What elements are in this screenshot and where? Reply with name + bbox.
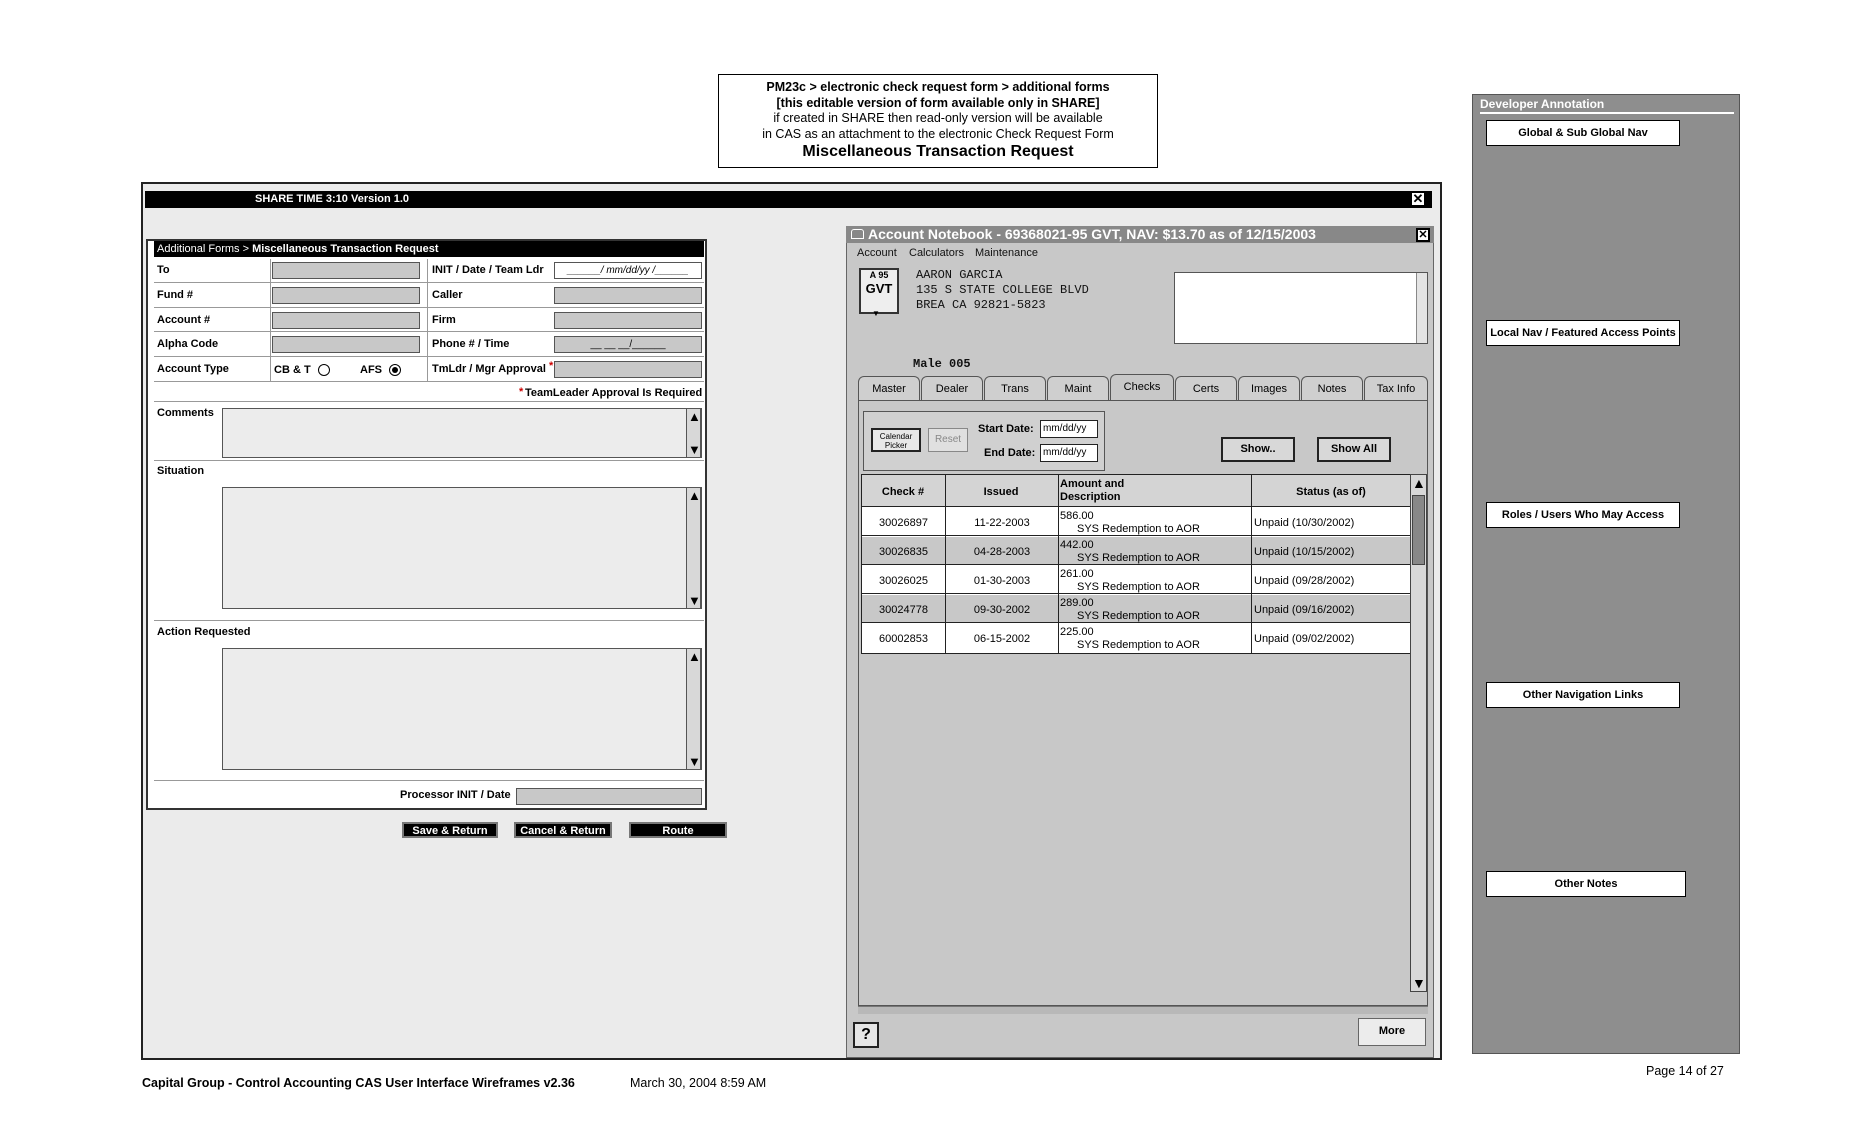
caller-field[interactable] — [554, 287, 702, 304]
page-number: Page 14 of 27 — [1646, 1064, 1724, 1078]
menu-calculators[interactable]: Calculators — [909, 247, 965, 259]
issued-cell: 11-22-2003 — [974, 517, 1030, 529]
account-address-2: BREA CA 92821-5823 — [916, 298, 1046, 312]
phone-time-field[interactable]: __ __ __/______ — [554, 336, 702, 353]
developer-annotation-title: Developer Annotation — [1480, 96, 1734, 114]
form-breadcrumb-current: Miscellaneous Transaction Request — [252, 243, 439, 255]
phone-time-label: Phone # / Time — [432, 338, 510, 350]
fund-label: Fund # — [157, 289, 194, 301]
route-button[interactable]: Route — [629, 822, 727, 838]
situation-scrollbar[interactable] — [686, 487, 701, 609]
processor-label: Processor INIT / Date — [400, 789, 511, 801]
other-nav-links-note: Other Navigation Links — [1486, 682, 1680, 708]
end-date-label: End Date: — [984, 447, 1036, 459]
fund-icon-code: GVT — [865, 281, 893, 296]
scroll-down-icon[interactable]: ▼ — [688, 442, 701, 457]
notes-textbox[interactable] — [1174, 272, 1428, 344]
status-cell: Unpaid (09/02/2002) — [1254, 633, 1355, 645]
menu-account[interactable]: Account — [857, 247, 897, 259]
divider — [154, 460, 704, 461]
scroll-down-icon[interactable]: ▼ — [688, 754, 701, 769]
calendar-picker-button[interactable]: Calendar Picker — [871, 428, 921, 452]
divider — [427, 259, 428, 381]
start-date-label: Start Date: — [978, 423, 1034, 435]
help-icon[interactable]: ? — [853, 1022, 879, 1048]
cancel-return-button[interactable]: Cancel & Return — [514, 822, 612, 838]
header-note-2: if created in SHARE then read-only version will be available — [773, 111, 1103, 125]
required-asterisk: * — [549, 360, 554, 372]
issued-cell: 06-15-2002 — [973, 633, 1031, 645]
check-number-cell: 30026897 — [879, 517, 928, 529]
account-address-1: 135 S STATE COLLEGE BLVD — [916, 283, 1089, 297]
more-button[interactable]: More — [1358, 1018, 1426, 1046]
divider — [154, 401, 704, 402]
tab-maint[interactable]: Maint — [1047, 376, 1109, 400]
tab-checks[interactable]: Checks — [1110, 374, 1174, 400]
divider — [154, 331, 704, 332]
amount-cell: 586.00 — [1060, 510, 1094, 522]
scroll-up-icon[interactable]: ▲ — [688, 488, 701, 503]
processor-field[interactable] — [516, 788, 702, 805]
comments-scrollbar[interactable] — [686, 408, 701, 458]
issued-cell: 01-30-2003 — [973, 575, 1031, 587]
tab-master[interactable]: Master — [858, 376, 920, 400]
situation-label: Situation — [157, 465, 205, 477]
approval-asterisk: * — [519, 386, 524, 398]
scroll-down-icon[interactable]: ▼ — [688, 593, 701, 608]
divider — [1058, 508, 1059, 654]
notes-scrollbar[interactable] — [1416, 273, 1427, 343]
scroll-up-icon[interactable]: ▲ — [688, 649, 701, 664]
notebook-title: Account Notebook - 69368021-95 GVT, NAV: $13.70 as of 12/15/2003 — [868, 226, 1316, 242]
scrollbar-thumb[interactable] — [1412, 495, 1425, 565]
developer-annotation-panel — [1472, 94, 1740, 1054]
footer-date: March 30, 2004 8:59 AM — [630, 1076, 767, 1090]
radio-afs[interactable] — [389, 364, 401, 376]
divider — [154, 307, 704, 308]
divider — [154, 381, 704, 382]
notebook-titlebar — [846, 226, 1434, 243]
issued-cell: 04-28-2003 — [973, 546, 1031, 558]
divider — [1251, 508, 1252, 654]
radio-cbt[interactable] — [318, 364, 330, 376]
alpha-code-label: Alpha Code — [157, 338, 219, 350]
footer-title: Capital Group - Control Accounting CAS User Interface Wireframes v2.36 — [142, 1076, 575, 1090]
header-note: [this editable version of form available only in SHARE] — [776, 95, 1100, 110]
divider — [154, 780, 704, 781]
divider — [270, 259, 271, 381]
situation-textarea[interactable] — [222, 487, 702, 609]
other-notes: Other Notes — [1486, 871, 1686, 897]
window-titlebar — [145, 191, 1432, 208]
status-cell: Unpaid (10/15/2002) — [1254, 546, 1355, 558]
to-label: To — [157, 264, 170, 276]
description-cell: SYS Redemption to AOR — [1077, 639, 1200, 651]
tab-tax-info[interactable]: Tax Info — [1364, 376, 1428, 400]
check-number-cell: 30026025 — [879, 575, 928, 587]
reset-button[interactable]: Reset — [928, 428, 968, 452]
fund-icon-top: A 95 — [869, 270, 889, 280]
amount-cell: 442.00 — [1060, 539, 1094, 551]
divider — [154, 356, 704, 357]
status-cell: Unpaid (09/16/2002) — [1254, 604, 1355, 616]
action-scrollbar[interactable] — [686, 648, 701, 770]
approval-label: TmLdr / Mgr Approval — [432, 363, 546, 375]
fund-icon — [859, 268, 899, 314]
tab-dealer[interactable]: Dealer — [921, 376, 983, 400]
comments-label: Comments — [157, 407, 214, 419]
header-breadcrumb: PM23c > electronic check request form > additional forms — [766, 80, 1110, 94]
action-requested-textarea[interactable] — [222, 648, 702, 770]
chevron-down-icon[interactable]: ▼ — [872, 309, 880, 318]
amount-cell: 225.00 — [1060, 626, 1094, 638]
approval-note: TeamLeader Approval Is Required — [525, 387, 703, 399]
col-check-number: Check # — [881, 486, 925, 498]
account-gender-age: Male 005 — [913, 357, 971, 371]
save-return-button[interactable]: Save & Return — [402, 822, 498, 838]
divider — [154, 620, 704, 621]
menu-maintenance[interactable]: Maintenance — [975, 247, 1038, 259]
divider — [858, 1006, 1428, 1014]
window-close-icon[interactable]: ✕ — [1410, 191, 1426, 207]
alpha-code-field[interactable] — [272, 336, 420, 353]
divider — [154, 282, 704, 283]
col-status: Status (as of) — [1296, 486, 1366, 498]
header-note-3: in CAS as an attachment to the electronic Check Request Form — [762, 126, 1114, 141]
comments-textarea[interactable] — [222, 408, 702, 458]
scroll-down-icon[interactable]: ▼ — [1412, 975, 1426, 991]
account-field[interactable] — [272, 312, 420, 329]
account-label: Account # — [157, 314, 211, 326]
init-date-label: INIT / Date / Team Ldr — [432, 264, 544, 276]
radio-cbt-label: CB & T — [274, 364, 311, 376]
show-all-button[interactable]: Show All — [1317, 437, 1391, 462]
notebook-icon — [851, 229, 864, 239]
end-date-input[interactable]: mm/dd/yy — [1040, 444, 1098, 462]
start-date-input[interactable]: mm/dd/yy — [1040, 420, 1098, 438]
issued-cell: 09-30-2002 — [973, 604, 1031, 616]
global-nav-note: Global & Sub Global Nav — [1486, 120, 1680, 146]
description-cell: SYS Redemption to AOR — [1077, 552, 1200, 564]
action-requested-label: Action Requested — [157, 626, 251, 638]
window-title: SHARE TIME 3:10 Version 1.0 — [255, 193, 410, 205]
firm-label: Firm — [432, 314, 456, 326]
description-cell: SYS Redemption to AOR — [1077, 523, 1200, 535]
form-breadcrumb — [154, 241, 704, 257]
approval-field[interactable] — [554, 361, 702, 378]
tab-certs[interactable]: Certs — [1175, 376, 1237, 400]
roles-users-note: Roles / Users Who May Access — [1486, 502, 1680, 528]
tab-notes[interactable]: Notes — [1301, 376, 1363, 400]
page-title: Miscellaneous Transaction Request — [802, 143, 1074, 160]
notebook-close-icon[interactable]: ✕ — [1416, 228, 1430, 242]
amount-cell: 289.00 — [1060, 597, 1094, 609]
form-breadcrumb-prefix: Additional Forms > — [157, 243, 253, 255]
page-header-box — [718, 74, 1158, 168]
fund-field[interactable] — [272, 287, 420, 304]
scroll-up-icon[interactable]: ▲ — [688, 409, 701, 424]
account-type-label: Account Type — [157, 363, 229, 375]
col-issued: Issued — [983, 486, 1019, 498]
to-field[interactable] — [272, 262, 420, 279]
status-cell: Unpaid (09/28/2002) — [1254, 575, 1355, 587]
account-holder-name: AARON GARCIA — [916, 268, 1003, 282]
tab-trans[interactable]: Trans — [984, 376, 1046, 400]
check-number-cell: 30026835 — [879, 546, 928, 558]
amount-cell: 261.00 — [1060, 568, 1094, 580]
tab-images[interactable]: Images — [1238, 376, 1300, 400]
check-number-cell: 60002853 — [879, 633, 928, 645]
description-cell: SYS Redemption to AOR — [1077, 581, 1200, 593]
description-cell: SYS Redemption to AOR — [1077, 610, 1200, 622]
init-date-field[interactable]: ______/ mm/dd/yy /______ — [554, 262, 702, 279]
table-scrollbar[interactable] — [1410, 474, 1427, 992]
status-cell: Unpaid (10/30/2002) — [1254, 517, 1355, 529]
check-number-cell: 30024778 — [879, 604, 928, 616]
radio-afs-label: AFS — [360, 364, 382, 376]
col-amount-description: Amount and Description — [1060, 478, 1125, 503]
local-nav-note: Local Nav / Featured Access Points — [1486, 320, 1680, 346]
firm-field[interactable] — [554, 312, 702, 329]
show-button[interactable]: Show.. — [1221, 437, 1295, 462]
caller-label: Caller — [432, 289, 463, 301]
scroll-up-icon[interactable]: ▲ — [1412, 475, 1426, 491]
